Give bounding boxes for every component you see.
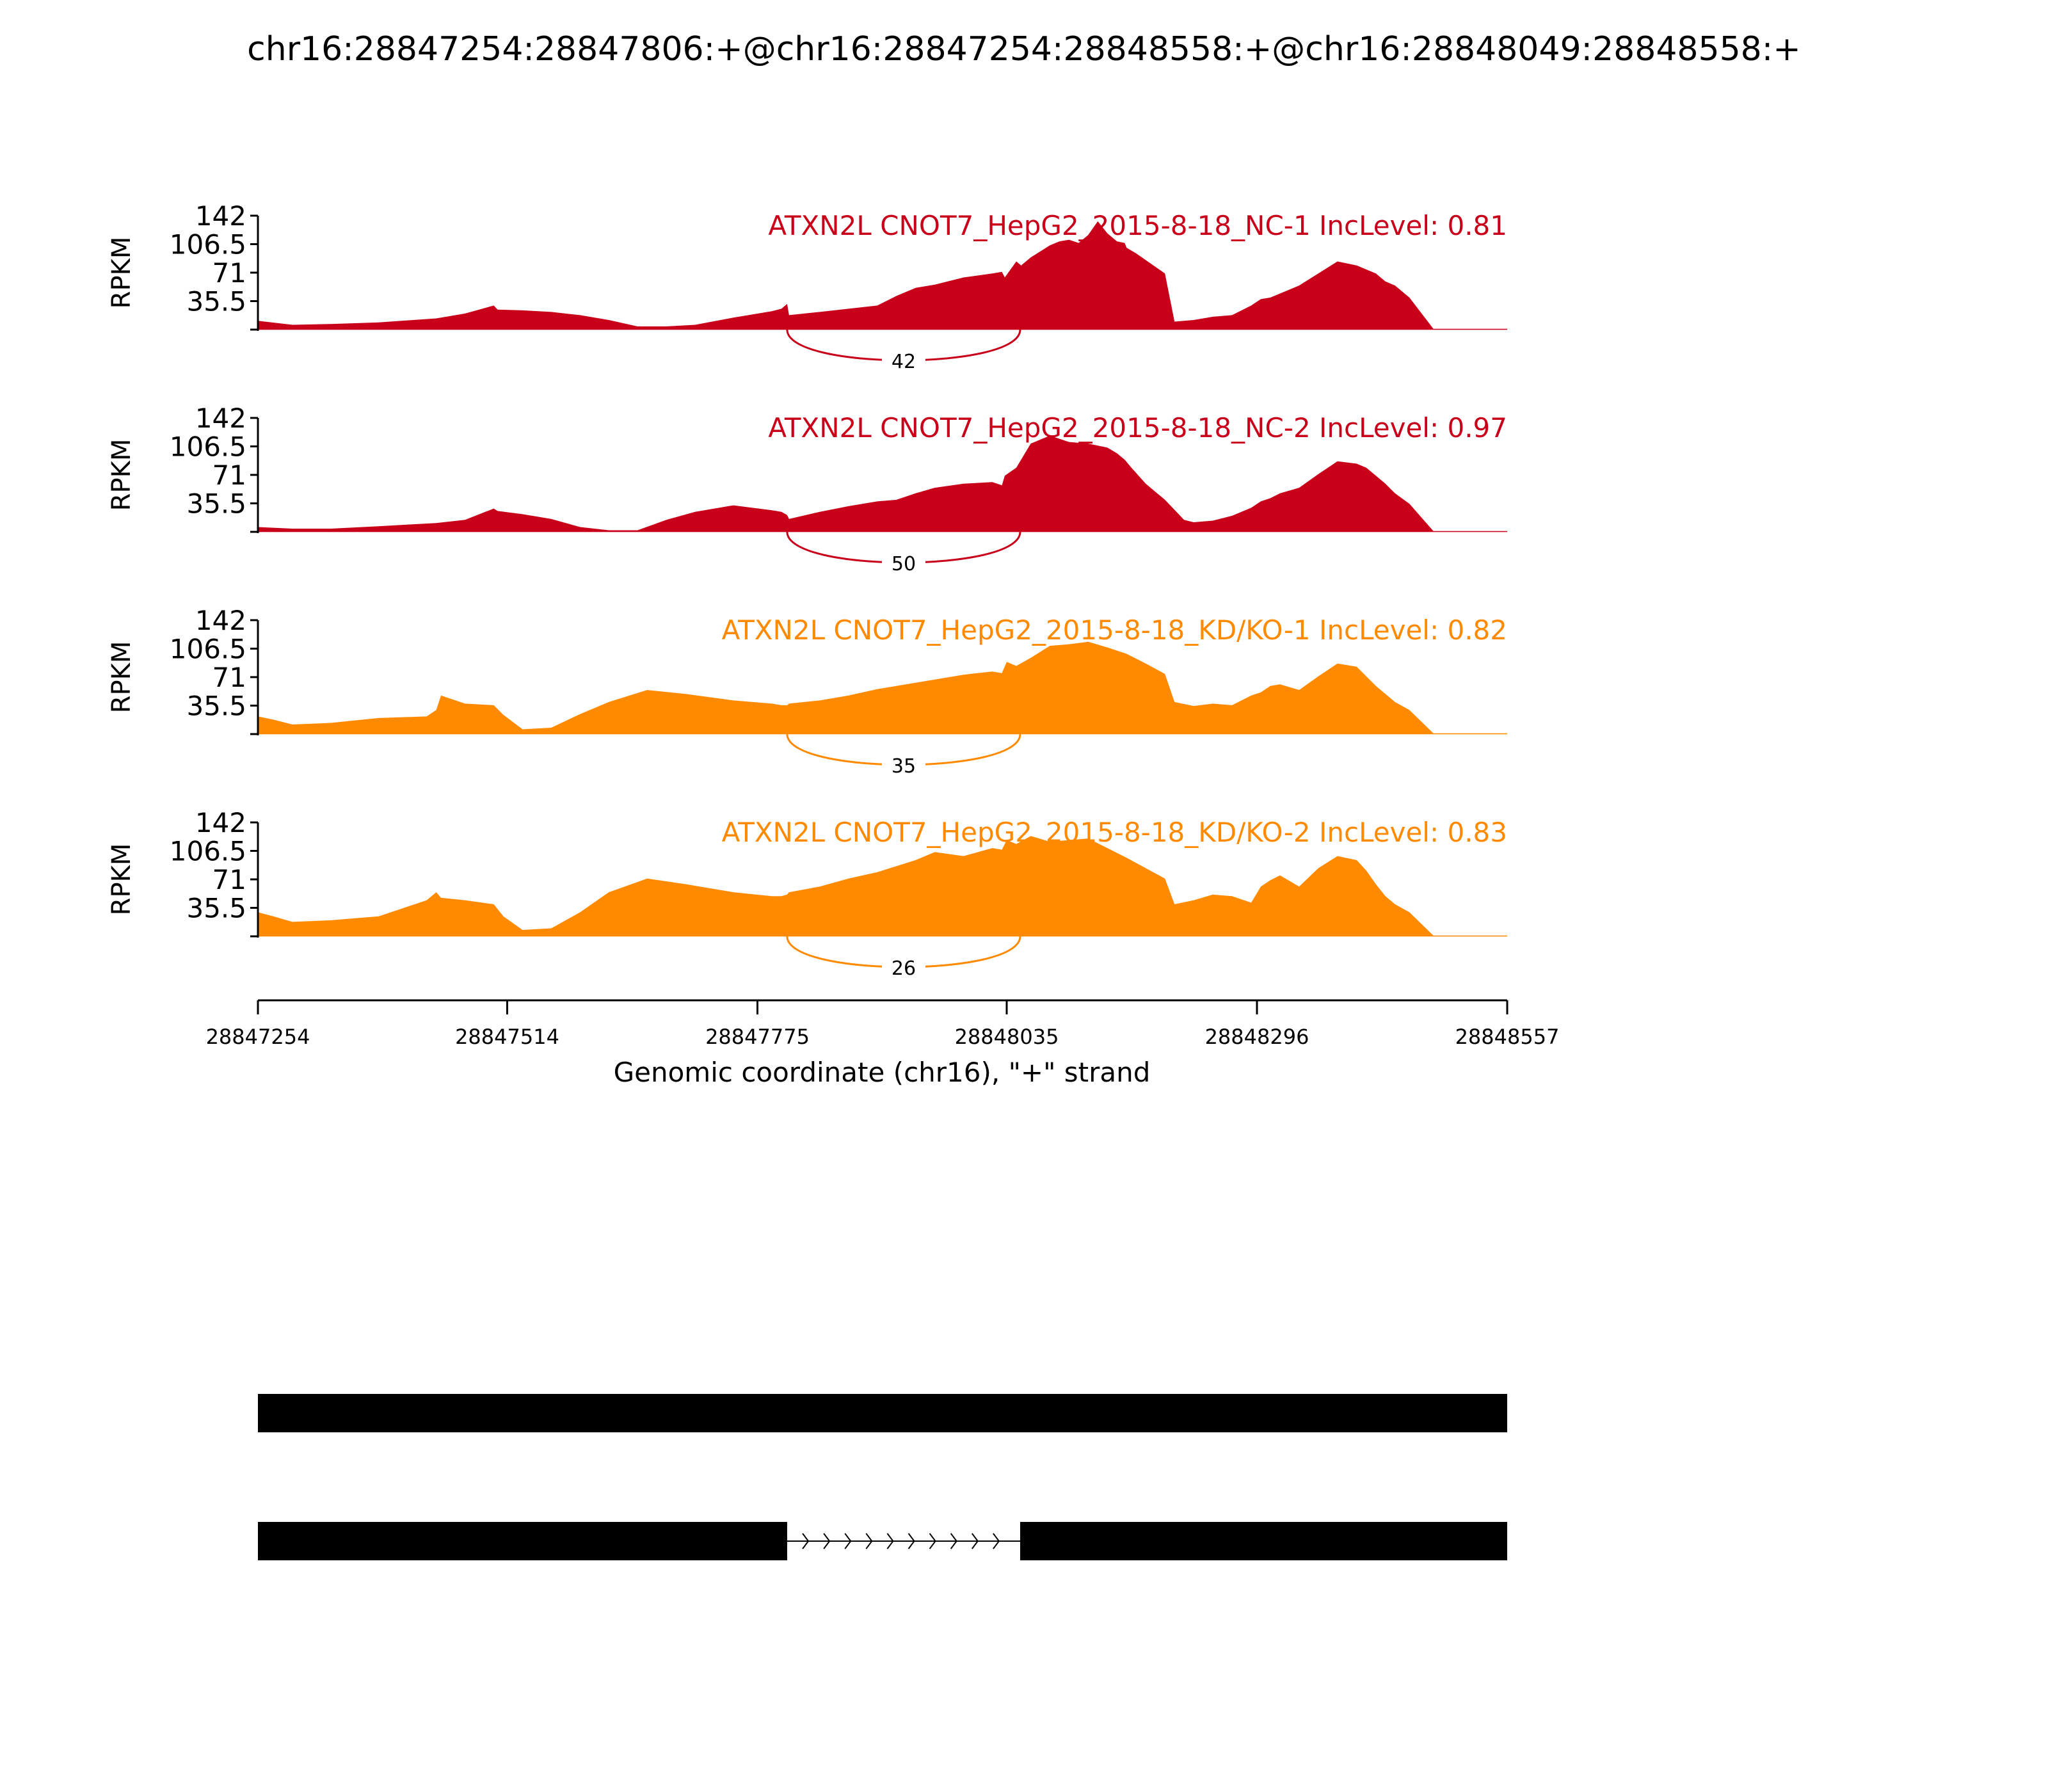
- sample-label: ATXN2L CNOT7_HepG2_2015-8-18_NC-1 IncLevel: 0.81: [768, 210, 1507, 241]
- junction-count-label: 26: [891, 957, 916, 980]
- chart-title: chr16:28847254:28847806:+@chr16:28847254:28848558:+@chr16:28848049:28848558:+: [247, 30, 1801, 68]
- exon-block: [1020, 1522, 1507, 1560]
- y-tick-label: 106.5: [169, 633, 246, 665]
- y-tick-label: 35.5: [186, 892, 246, 924]
- coverage-tracks: [107, 200, 1507, 980]
- x-axis: [206, 1000, 1560, 1049]
- y-tick-label: 106.5: [169, 431, 246, 463]
- junction-count-label: 50: [891, 553, 916, 575]
- y-tick-label: 142: [195, 807, 246, 838]
- exon-block: [258, 1394, 1507, 1432]
- junction-count-label: 35: [891, 755, 916, 778]
- y-tick-label: 142: [195, 200, 246, 232]
- y-tick-label: 35.5: [186, 285, 246, 317]
- x-axis-label: Genomic coordinate (chr16), "+" strand: [613, 1057, 1151, 1088]
- track-2: [107, 403, 1507, 575]
- y-tick-label: 71: [212, 257, 246, 289]
- isoform-2: [258, 1522, 1507, 1560]
- y-tick-label: 71: [212, 864, 246, 895]
- sample-label: ATXN2L CNOT7_HepG2_2015-8-18_KD/KO-2 IncLevel: 0.83: [721, 817, 1507, 848]
- coverage-area: [258, 642, 1507, 734]
- x-tick-label: 28847254: [205, 1025, 310, 1049]
- exon-block: [258, 1522, 787, 1560]
- y-axis-label: RPKM: [107, 641, 136, 714]
- y-tick-label: 71: [212, 662, 246, 693]
- y-tick-label: 106.5: [169, 228, 246, 260]
- x-tick-label: 28848035: [954, 1025, 1059, 1049]
- y-tick-label: 142: [195, 403, 246, 434]
- y-tick-label: 142: [195, 605, 246, 636]
- sample-label: ATXN2L CNOT7_HepG2_2015-8-18_NC-2 IncLevel: 0.97: [768, 412, 1507, 444]
- isoform-panel: [258, 1394, 1507, 1560]
- y-tick-label: 106.5: [169, 835, 246, 867]
- junction-count-label: 42: [891, 351, 916, 373]
- track-1: [107, 200, 1507, 373]
- y-tick-label: 71: [212, 460, 246, 491]
- y-axis-label: RPKM: [107, 236, 136, 309]
- track-3: [107, 605, 1507, 778]
- track-4: [107, 807, 1507, 980]
- y-axis-label: RPKM: [107, 438, 136, 511]
- y-tick-label: 35.5: [186, 690, 246, 722]
- x-tick-label: 28847514: [455, 1025, 559, 1049]
- coverage-area: [258, 436, 1507, 532]
- y-tick-label: 35.5: [186, 488, 246, 520]
- x-tick-label: 28848557: [1455, 1025, 1560, 1049]
- y-axis-label: RPKM: [107, 843, 136, 916]
- x-tick-label: 28847775: [705, 1025, 810, 1049]
- sample-label: ATXN2L CNOT7_HepG2_2015-8-18_KD/KO-1 IncLevel: 0.82: [721, 614, 1507, 646]
- isoform-1: [258, 1394, 1507, 1432]
- x-tick-label: 28848296: [1204, 1025, 1309, 1049]
- coverage-area: [258, 836, 1507, 936]
